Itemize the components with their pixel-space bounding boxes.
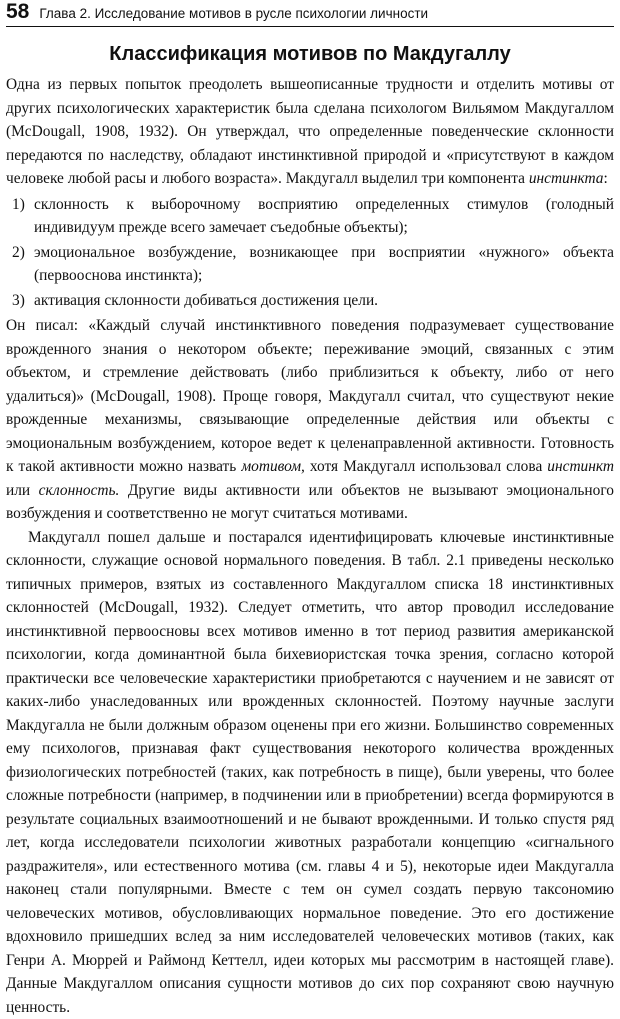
list-item: 3) активация склонности добиваться достижения цели.	[6, 289, 614, 313]
list-item: 2) эмоциональное возбуждение, возникающее при восприятии «нужного» объекта (первооснова инстинкта);	[6, 241, 614, 288]
page-number: 58	[6, 0, 29, 24]
chapter-title: Глава 2. Исследование мотивов в русле психологии личности	[39, 2, 428, 26]
quote-paragraph: Он писал: «Каждый случай инстинктивного поведения подразумевает существование врожденного знания о некотором объекте; переживание эмоций, связанных с этим объектом, и стремление действовать (либо приблизиться к объекту, либо от него удалиться)» (McDougall, 1908). Проще говоря, Макдугалл считал, что существуют некие врожденные механизмы, связывающие определенные действия или объекты с эмоциональным возбуждением, которое ведет к целенаправленной активности. Готовность к такой активности можно назвать мотивом, хотя Макдугалл использовал слова инстинкт или склонность. Другие виды активности или объектов не вызывают эмоционального возбуждения и соответственно не могут считаться мотивами.	[6, 314, 614, 526]
intro-paragraph: Одна из первых попыток преодолеть вышеописанные трудности и отделить мотивы от других психологических характеристик была сделана психологом Вильямом Макдугаллом (McDougall, 1908, 1932). Он утверждал, что определенные поведенческие склонности передаются по наследству, обладают инстинктивной природой и «присутствуют в каждом человеке любой расы и любого возраста». Макдугалл выделил три компонента инстинкта:	[6, 73, 614, 191]
instinct-components-list	[6, 193, 614, 313]
list-item: 1) склонность к выборочному восприятию определенных стимулов (голодный индивидуум прежде всего замечает съедобные объекты);	[6, 193, 614, 240]
section-title: Классификация мотивов по Макдугаллу	[6, 41, 614, 67]
body-paragraph: Макдугалл пошел дальше и постарался идентифицировать ключевые инстинктивные склонности, служащие основой нормального поведения. В табл. 2.1 приведены несколько типичных примеров, взятых из составленного Макдугаллом списка 18 инстинктивных склонностей (McDougall, 1932). Следует отметить, что автор проводил исследование инстинктивной первоосновы всех мотивов именно в тот период развития американской психологии, когда доминантной была бихевиористская точка зрения, согласно которой практически все человеческие характеристики приобретаются с научением и не зависят от каких-либо унаследованных или врожденных склонностей. Поэтому научные заслуги Макдугалла не были должным образом оценены при его жизни. Большинство современных ему психологов, признавая факт существования некоторого количества врожденных физиологических потребностей (таких, как потребность в пище), были уверены, что более сложные потребности (например, в подчинении или в приобретении) всегда формируются в результате социальных взаимоотношений и не бывают врожденными. И только спустя ряд лет, когда исследователи психологии животных разработали концепцию «сигнального раздражителя», или естественного мотива (см. главы 4 и 5), некоторые идеи Макдугалла наконец стали популярными. Вместе с тем он сумел создать первую таксономию человеческих мотивов, обусловливающих нормальное поведение. Это его достижение вдохновило пришедших вслед за ним исследователей человеческих мотивов (таких, как Генри А. Мюррей и Раймонд Кеттелл, идеи которых мы рассмотрим в настоящей главе). Данные Макдугаллом описания сущности мотивов до сих пор сохраняют свою научную ценность.	[6, 526, 614, 1019]
running-header	[6, 0, 614, 27]
